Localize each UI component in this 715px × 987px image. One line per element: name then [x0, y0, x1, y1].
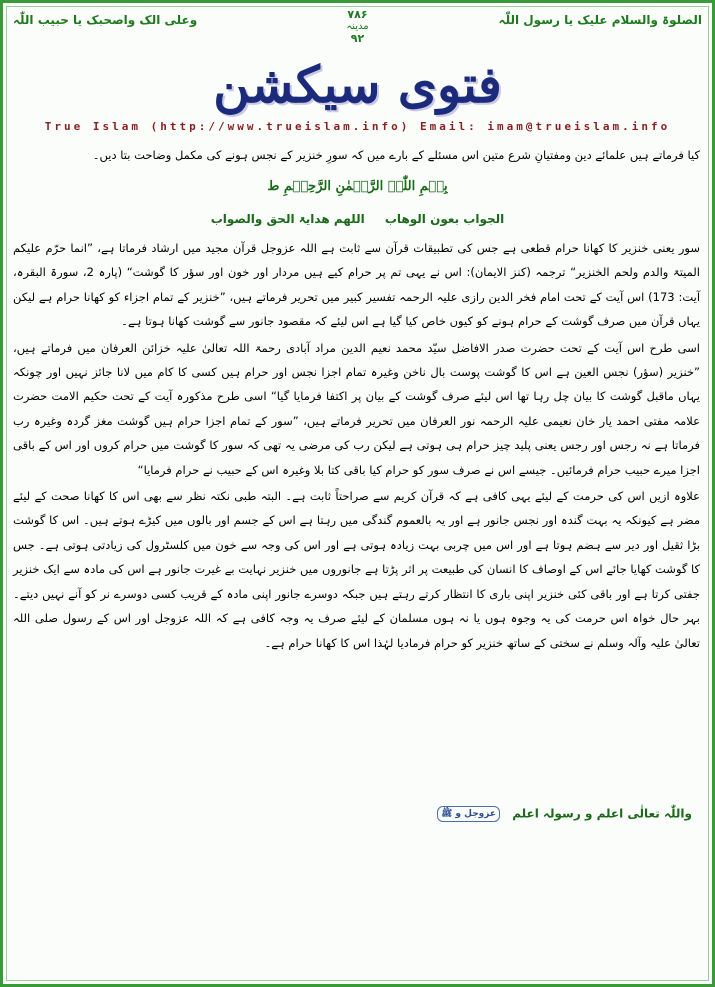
answer-paragraph-3: علاوہ ازیں اس کی حرمت کے لیئے یہی کافی ہے کہ قرآن کریم سے صراحتاً ثابت ہے۔ البتہ طبی نکتہ نظر سے بھی اس کا کھانا صحت کے لیئے مضر ہے کیونکہ یہ بہت گندہ اور نجس جانور ہے اور یہ بالعموم گندگی میں رہتا ہے اس کے جسم اور بالوں میں کیڑے ہوتے ہیں۔ اس کا گوشت بڑا ثقیل اور دیر سے ہضم ہوتا ہے اور اس میں چربی بہت زیادہ ہوتی ہے اور اس کی وجہ سے خون میں کلسٹرول کی زیادتی ہوتی ہے۔ جس کا گوشت کھایا جائے اس کے اوصاف کا انسان کی طبیعت پر اثر پڑتا ہے جانوروں میں خنزیر نہایت بے غیرت جانور ہے اس کی مادہ سے ایک خنزیر جفتی کرتا ہے اور باقی کئی خنزیر اپنی باری کا انتظار کرتے رہتے ہیں جبکہ دوسرے جانور اپنی مادہ کے قریب کسی دوسرے نر کو آنے نہیں دیتے۔ بہر حال خواہ اس حرمت کی یہ وجوہ ہوں یا نہ ہوں مسلمان کے لیئے صرف یہ وجہ کافی ہے کہ اللہ عزوجل اور اس کے رسول صلی اللہ تعالیٰ علیہ وآلہ وسلم نے سختی کے ساتھ خنزیر کو حرام فرمادیا لہٰذا اس کا کھانا حرام ہے۔	[12, 489, 700, 650]
mark-number-2: ۹۲	[350, 32, 365, 45]
salutation-right: الصلوۃ والسلام علیک یا رسول اللّٰہ	[498, 13, 702, 27]
bismillah: بِسۡمِ اللّٰہِ الرَّحۡمٰنِ الرَّحِیۡمِ ط	[267, 179, 448, 194]
header-mark	[346, 9, 368, 45]
salutation-left: وعلی الک واصحبک یا حبیب اللّٰہ	[13, 13, 198, 27]
closing-text: واللّٰہ تعالٰی اعلم و رسولہ اعلم	[512, 806, 692, 821]
question-text: کیا فرماتے ہیں علمائے دین ومفتیانِ شرع متین اس مسئلے کے بارے میں کہ سورِ خنزیر کے نجس ہونے کی مکمل وضاحت بتا دیں۔	[92, 148, 700, 162]
answer-paragraph-1: سور یعنی خنزیر کا کھانا حرام قطعی ہے جس کی تطبیقات قرآن سے ثابت ہے اللہ عزوجل قرآن مجید میں ارشاد فرماتا ہے، ”انما حرّم علیکم المیتۃ والدم ولحم الخنزیر“ ترجمہ (کنز الایمان): اس نے یہی تم پر حرام کیے ہیں مردار اور خون اور سؤر کا گوشت“ (پارہ 2، سورۃ البقرہ، آیت: 173) اس آیت کے تحت امام فخر الدین رازی علیہ الرحمہ تفسیر کبیر میں تحریر فرماتے ہیں، ”خنزیر کے تمام اجزاء کو کھانا حرام ہے لیکن یہاں قرآن میں صرف گوشت کے حرام ہونے کو کیوں خاص کیا گیا ہے اس لیئے کہ مقصود جانور سے گوشت کھانا ہوتا ہے۔	[13, 241, 701, 329]
answer-heading	[3, 212, 712, 226]
answer-paragraph-2: اسی طرح اس آیت کے تحت حضرت صدر الافاضل سیّد محمد نعیم الدین مراد آبادی رحمۃ اللہ تعالیٰ علیہ خزائن العرفان میں فرماتے ہیں، ”خنزیر (سؤر) نجس العین ہے اس کا گوشت پوست بال ناخن وغیرہ تمام اجزا نجس اور حرام ہیں کسی کا کام میں لانا جائز نہیں اور چونکہ یہاں ماقبل گوشت کا بیان چل رہا تھا اس لیئے صرف گوشت کے بیان پر اکتفا فرمایا گیا“ اسی طرح مذکورہ آیت کے تحت حکیم الامت حضرت علامہ مفتی احمد یار خان نعیمی علیہ الرحمہ نور العرفان میں تحریر فرماتے ہیں، ”سور کے تمام اجزا حرام ہیں گوشت مغز گردہ وغیرہ رب فرماتا ہے نہ رجس اور رجس یعنی پلید چیز حرام ہی ہوتی ہے لیکن رب کی مرضی یہ تھی کہ سور کا گوشت میں حرام کروں اور اس کے باقی اجزا میرے حبیب حرام فرمائیں۔ جیسے اس نے صرف سور کو حرام کیا باقی کتا بلا وغیرہ اس کے حبیب نے حرام فرمایا“	[13, 340, 700, 477]
closing-seal-icon: عزوجل و ﷺ	[437, 806, 500, 822]
header-bar	[13, 8, 702, 47]
answer-heading-part2: اللھم ھدایۃ الحق والصواب	[210, 212, 365, 226]
page-title: فتوی سیکشن	[213, 55, 502, 114]
answer-heading-part1: الجواب بعون الوھاب	[384, 212, 505, 226]
answer-body	[13, 236, 700, 657]
contact-line: True Islam (http://www.trueislam.info) Email: imam@trueislam.info	[44, 120, 671, 133]
mark-number: ۷۸۶	[347, 8, 368, 21]
closing-line	[13, 806, 692, 822]
mark-word: مدینہ	[346, 21, 369, 32]
